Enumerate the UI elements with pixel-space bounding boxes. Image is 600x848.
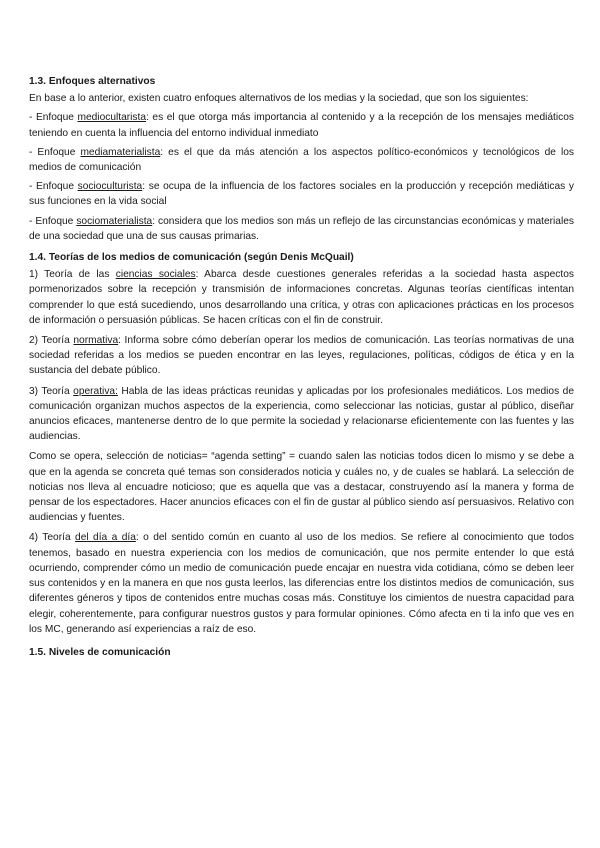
theory-text: : o del sentido común en cuanto al uso de los medios. Se refiere al conocimiento que todos tenemos, basado en nuestra experiencia con los medios de comunicación, que nos permite entender lo que está ocurriendo, comprender cómo un medio de comunicación puede encajar en nuestra vida cotidiana, cómo se deben leer sus contenidos y en la manera en que nos gusta leerlos, las diferencias entre los distintos medios de comunicación, sus diferentes géneros y tipos de contenidos entre muchas cosas más. Constituye los cimientos de nuestra capacidad para elegir, coherentemente, para configurar nuestros gustos y para formular opiniones. Cómo afecta en ti la info que ves en los MC, generando así experiencias a raíz de eso.	[29, 532, 574, 635]
item-prefix: - Enfoque	[29, 181, 78, 193]
theory-prefix: 2) Teoría	[29, 335, 74, 347]
theory-paragraph	[29, 530, 574, 636]
item-term: mediamaterialista	[80, 146, 161, 158]
section-heading-1-4: 1.4. Teorías de los medios de comunicación (según Denis McQuail)	[29, 252, 354, 264]
theory-term: operativa:	[73, 385, 118, 397]
enfoque-item	[29, 145, 574, 175]
enfoque-item	[29, 214, 574, 244]
enfoque-item	[29, 179, 574, 209]
enfoque-item	[29, 110, 574, 140]
item-term: sociomaterialista	[76, 215, 153, 227]
item-term: mediocultarista	[77, 112, 146, 124]
item-text: : es el que da más atención a los aspectos político-económicos y tecnológicos de los medios de comunicación	[29, 146, 575, 174]
section-heading-1-5: 1.5. Niveles de comunicación	[29, 646, 171, 658]
item-text: : considera que los medios son más un reflejo de las circunstancias económicas y materiales de una sociedad que una de sus causas primarias.	[29, 215, 574, 242]
theory-prefix: 3) Teoría	[29, 385, 74, 397]
item-term: socioculturista	[77, 181, 143, 193]
theory-paragraph	[29, 384, 574, 445]
theory-text: : Abarca desde cuestiones generales referidas a la sociedad hasta aspectos pormenorizados sobre la recepción y transmisión de informaciones concretas. Algunas teorías científicas intentan comprender lo que está sucediendo, unos desarrollando una crítica, y otras con aplicaciones prácticas en los procesos de información o persuasión públicas. Se hacen críticas con el fin de construir.	[29, 269, 574, 326]
theory-text: Habla de las ideas prácticas reunidas y aplicadas por los profesionales mediáticos. Los medios de comunicación organizan muchos aspectos de la experiencia, como seleccionar las noticias, gustar al público, diseñar anuncios eficaces, mantenerse dentro de lo que permite la sociedad y relacionarse eficientemente con las fuentes y las audiencias.	[29, 385, 574, 443]
item-text: : se ocupa de la influencia de los factores sociales en la producción y recepción mediáticas y sus funciones en la vida social	[29, 181, 574, 208]
operativa-note: Como se opera, selección de noticias= “agenda setting” = cuando salen las noticias todos dicen lo mismo y se debe a que en la agenda se concreta qué temas son considerados noticia y cuáles no, y de cuales se hablará. La selección de noticias nos lleva al encuadre noticioso; que es aquella que vas a destacar, construyendo así la manera y forma de pensar de los espectadores. Hacer anuncios eficaces con el fin de gustar al público siendo así persuasivos. Relativo con audiencias y fuentes.	[29, 451, 574, 524]
theory-prefix: 1) Teoría de las	[29, 269, 116, 281]
item-prefix: - Enfoque	[29, 215, 77, 227]
item-text: : es el que otorga más importancia al contenido y a la recepción de los mensajes mediáticos teniendo en cuenta la influencia del entorno individual inmediato	[29, 112, 574, 139]
section-intro: En base a lo anterior, existen cuatro enfoques alternativos de los medias y la sociedad, que son los siguientes:	[29, 93, 529, 105]
theory-prefix: 4) Teoría	[29, 532, 76, 544]
item-prefix: - Enfoque	[29, 146, 81, 158]
theory-term: normativa	[73, 335, 119, 347]
theory-term: del día a día	[75, 532, 136, 544]
section-heading-1-3: 1.3. Enfoques alternativos	[29, 76, 156, 87]
theory-paragraph	[29, 267, 574, 328]
theory-paragraph	[29, 333, 574, 379]
item-prefix: - Enfoque	[29, 112, 78, 124]
theory-term: ciencias sociales	[115, 269, 196, 281]
theory-text: : Informa sobre cómo deberían operar los medios de comunicación. Las teorías normativas de una sociedad referidas a los medios se pueden encontrar en las leyes, regulaciones, políticas, códigos de ética y en la sustancia del debate público.	[29, 335, 574, 377]
